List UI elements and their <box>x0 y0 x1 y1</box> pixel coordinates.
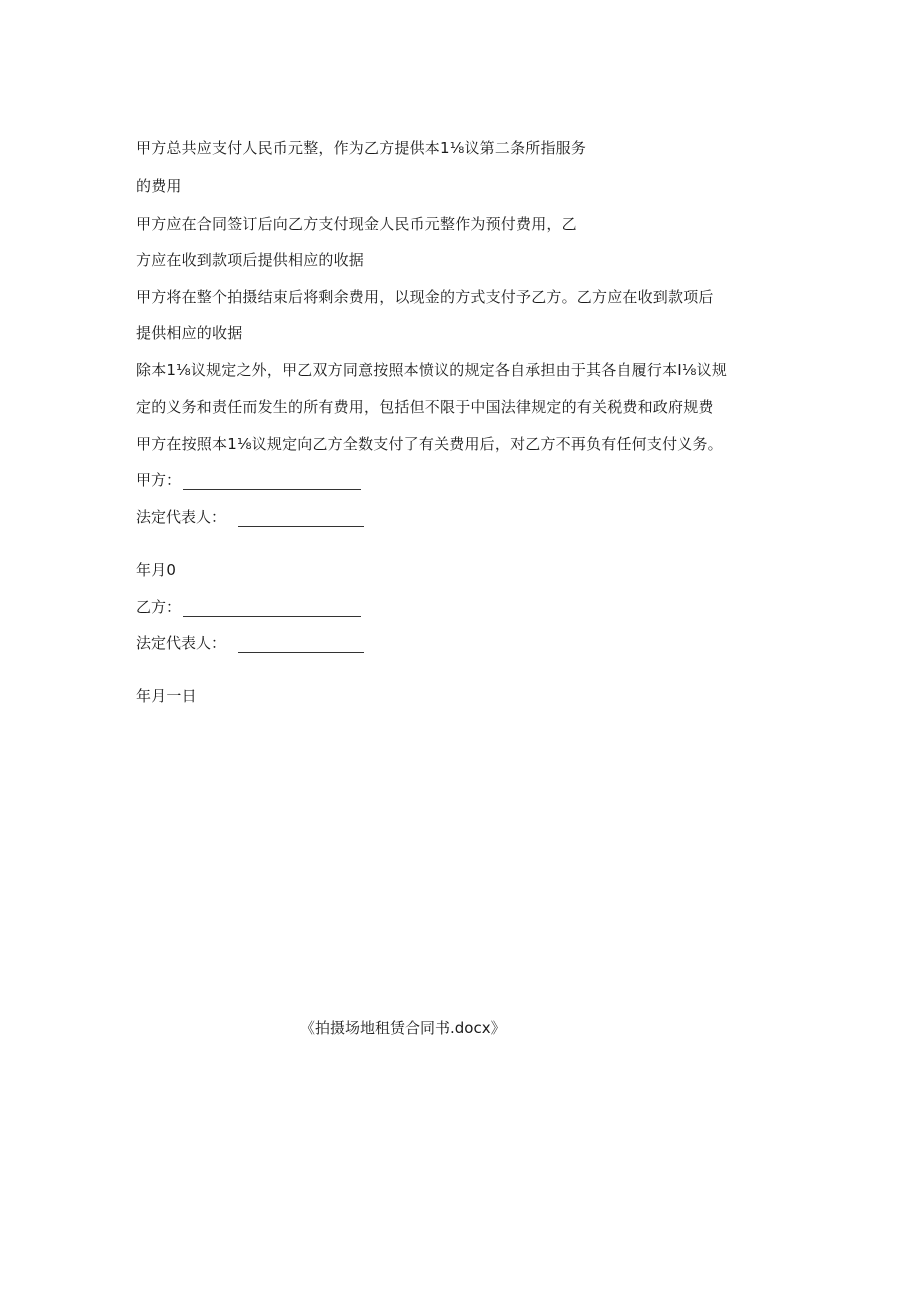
party-a-rep-signature-row <box>136 507 364 527</box>
body-line-9: 甲方在按照本1⅛议规定向乙方全数支付了有关费用后，对乙方不再负有任何支付义务。 <box>136 435 723 453</box>
date-a: 年月0 <box>136 561 177 579</box>
body-line-1: 甲方总共应支付人民币元整，作为乙方提供本1⅛议第二条所指服务 <box>136 139 587 157</box>
body-line-5: 甲方将在整个拍摄结束后将剩余费用，以现金的方式支付予乙方。乙方应在收到款项后 <box>136 288 714 306</box>
party-b-label: 乙方： <box>136 598 182 616</box>
party-a-label: 甲方： <box>136 471 182 489</box>
party-b-rep-signature-line <box>238 636 364 653</box>
party-b-rep-label: 法定代表人： <box>136 634 227 652</box>
document-filename: 《拍摄场地租赁合同书.docx》 <box>300 1019 506 1037</box>
body-line-4: 方应在收到款项后提供相应的收据 <box>136 251 365 269</box>
body-line-8: 定的义务和责任而发生的所有费用，包括但不限于中国法律规定的有关税费和政府规费 <box>136 398 714 416</box>
party-a-rep-label: 法定代表人： <box>136 508 227 526</box>
party-b-rep-signature-row <box>136 633 364 653</box>
party-b-signature-line <box>183 600 361 617</box>
party-a-signature-row <box>136 470 361 490</box>
party-a-signature-line <box>183 473 361 490</box>
body-line-7: 除本1⅛议规定之外，甲乙双方同意按照本愤议的规定各自承担由于其各自履行本I⅛议规 <box>136 361 728 379</box>
body-line-2: 的费用 <box>136 177 182 195</box>
body-line-3: 甲方应在合同签订后向乙方支付现金人民币元整作为预付费用，乙 <box>136 215 577 233</box>
party-b-signature-row <box>136 597 361 617</box>
body-line-6: 提供相应的收据 <box>136 324 243 342</box>
date-b: 年月一日 <box>136 687 197 705</box>
party-a-rep-signature-line <box>238 510 364 527</box>
